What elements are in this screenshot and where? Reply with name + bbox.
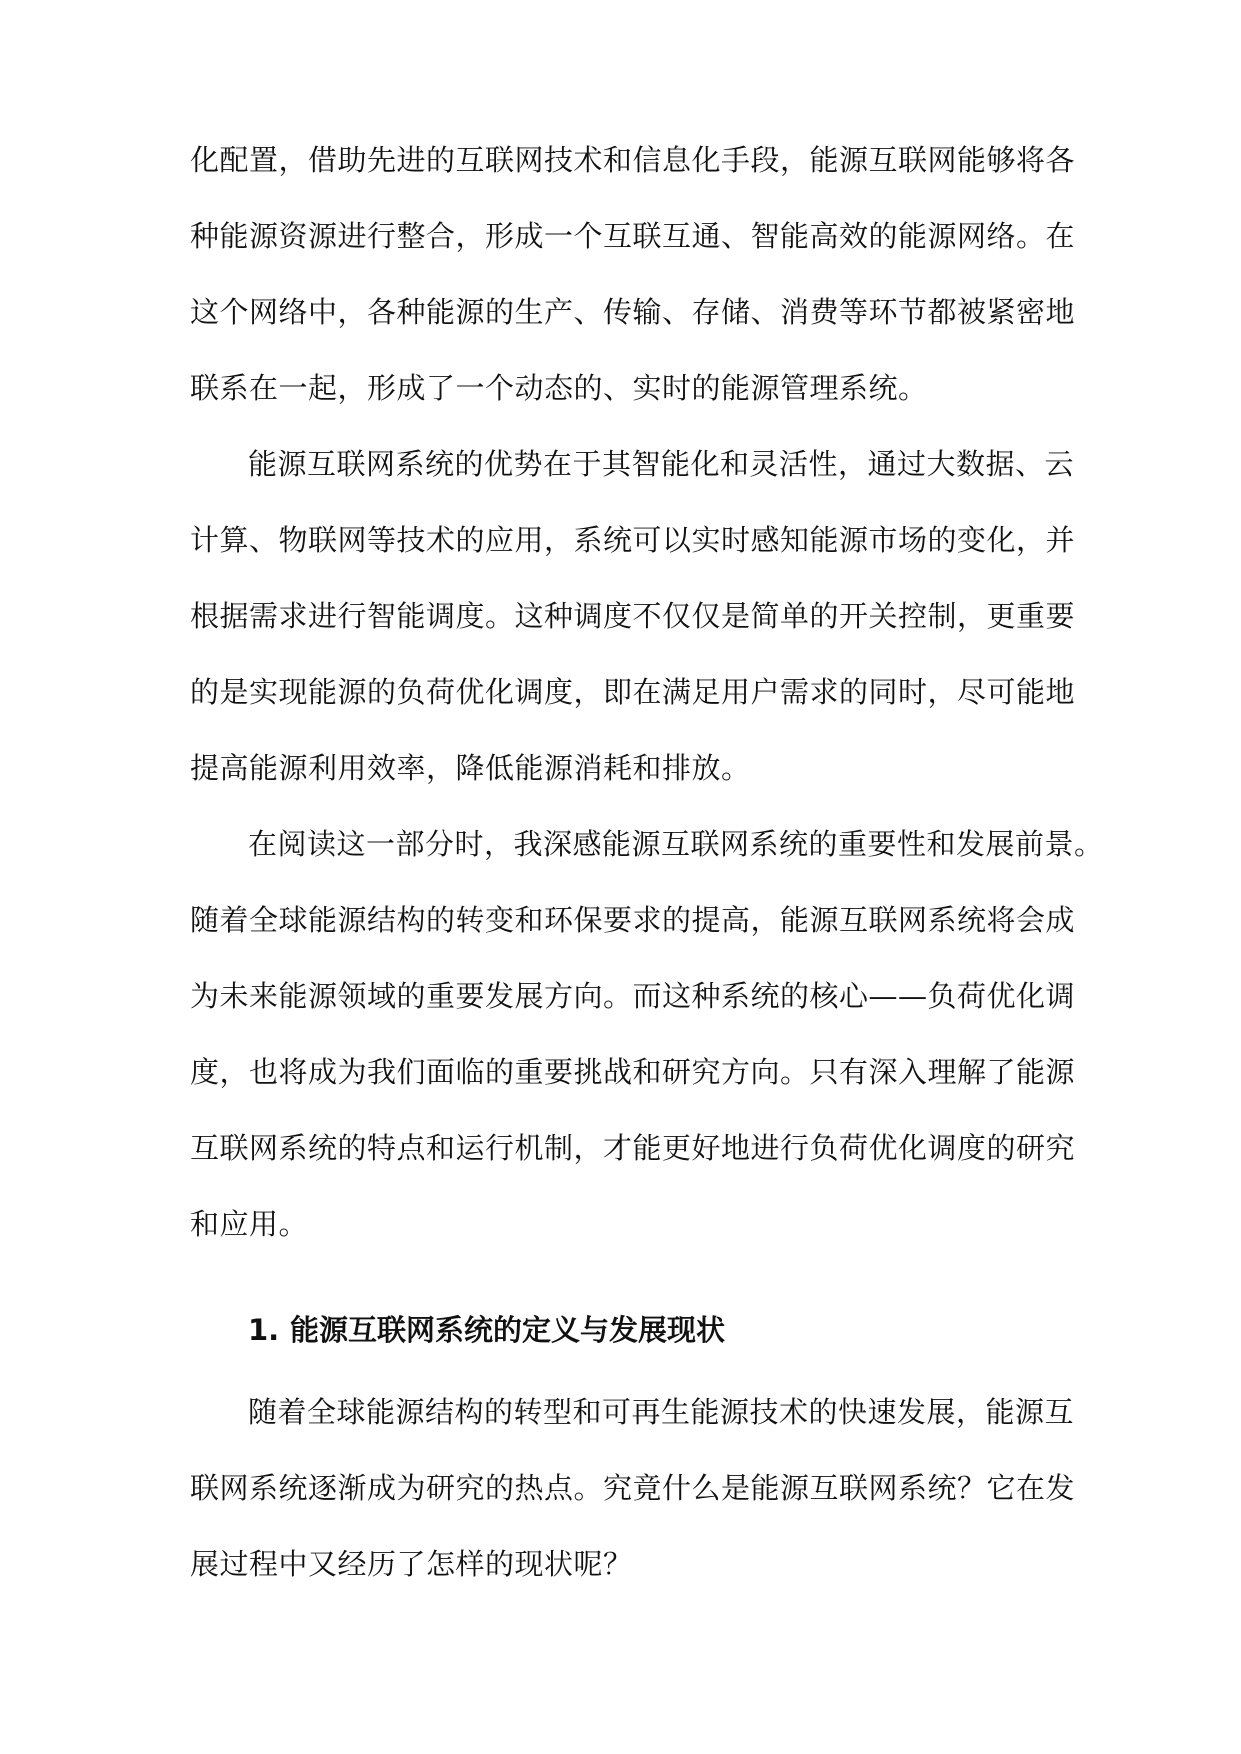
- section-paragraph-line-1: 随着全球能源结构的转型和可再生能源技术的快速发展，能源互: [248, 1395, 1075, 1429]
- paragraph-1-line-1: 化配置，借助先进的互联网技术和信息化手段，能源互联网能够将各: [190, 143, 1076, 177]
- paragraph-2-line-4: 的是实现能源的负荷优化调度，即在满足用户需求的同时，尽可能地: [190, 675, 1076, 709]
- section-paragraph-line-2: 联网系统逐渐成为研究的热点。究竟什么是能源互联网系统？它在发: [190, 1471, 1076, 1505]
- paragraph-3-line-4: 度，也将成为我们面临的重要挑战和研究方向。只有深入理解了能源: [190, 1055, 1076, 1089]
- paragraph-1-line-2: 种能源资源进行整合，形成一个互联互通、智能高效的能源网络。在: [190, 219, 1076, 253]
- section-title: 能源互联网系统的定义与发展现状: [290, 1313, 726, 1347]
- paragraph-3-line-3: 为未来能源领域的重要发展方向。而这种系统的核心——负荷优化调: [190, 979, 1076, 1013]
- paragraph-1-line-3: 这个网络中，各种能源的生产、传输、存储、消费等环节都被紧密地: [190, 295, 1076, 329]
- section-paragraph-line-3: 展过程中又经历了怎样的现状呢？: [190, 1547, 633, 1581]
- paragraph-3-line-1: 在阅读这一部分时，我深感能源互联网系统的重要性和发展前景。: [248, 827, 1104, 861]
- section-number: 1.: [248, 1313, 280, 1347]
- paragraph-2-line-2: 计算、物联网等技术的应用，系统可以实时感知能源市场的变化，并: [190, 523, 1076, 557]
- paragraph-2-line-3: 根据需求进行智能调度。这种调度不仅仅是简单的开关控制，更重要: [190, 599, 1076, 633]
- section-heading: [248, 1310, 725, 1350]
- paragraph-1-line-4: 联系在一起，形成了一个动态的、实时的能源管理系统。: [190, 371, 928, 405]
- paragraph-2-line-5: 提高能源利用效率，降低能源消耗和排放。: [190, 751, 751, 785]
- paragraph-3-line-6: 和应用。: [190, 1207, 309, 1241]
- paragraph-3-line-2: 随着全球能源结构的转变和环保要求的提高，能源互联网系统将会成: [190, 903, 1076, 937]
- paragraph-3-line-5: 互联网系统的特点和运行机制，才能更好地进行负荷优化调度的研究: [190, 1131, 1076, 1165]
- paragraph-2-line-1: 能源互联网系统的优势在于其智能化和灵活性，通过大数据、云: [248, 447, 1075, 481]
